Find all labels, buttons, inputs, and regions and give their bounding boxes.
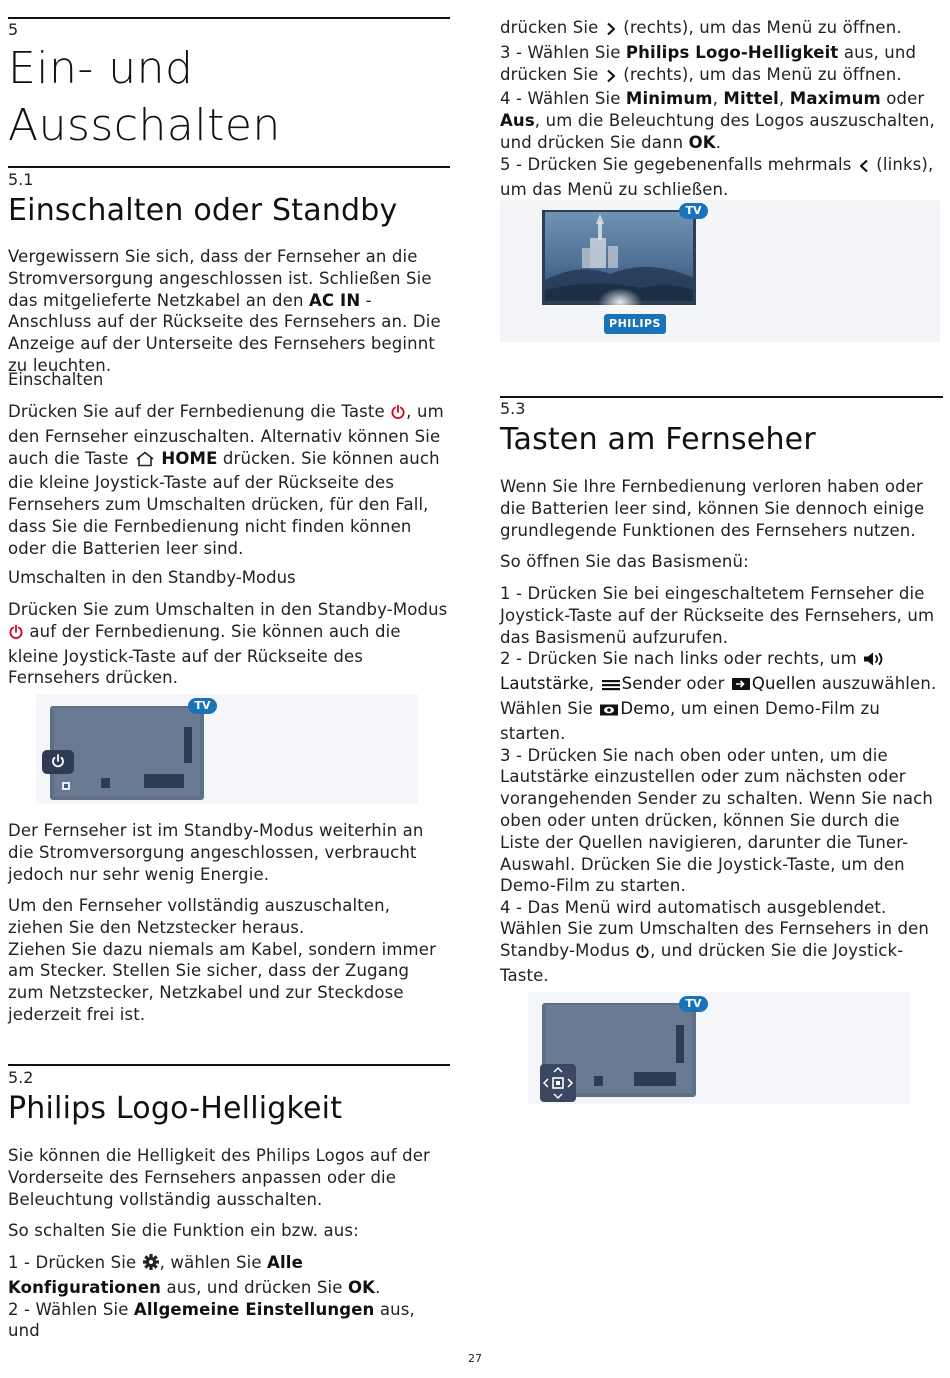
buttons-step2-a: 2 - Drücken Sie nach links oder rechts, um [500,649,863,669]
maximum-label: Maximum [789,89,881,109]
sender-label: Sender [621,674,682,694]
buttons-step2-d: auszuwählen. Wählen Sie [500,674,937,718]
section-rule-5-1 [8,166,450,168]
step4-separator: , [712,89,724,109]
demo-label: Demo [620,698,670,718]
buttons-intro-paragraph: Wenn Sie Ihre Fernbedienung verloren haben oder die Batterien leer sind, können Sie dennoch einige grundlegende Funktionen des Fernsehers nutzen. [500,477,925,540]
buttons-step4: 4 - Das Menü wird automatisch ausgeblendet. [500,898,887,918]
step5-text-b: (links), um das Menü zu schließen. [500,154,934,199]
buttons-standby-paragraph [500,918,943,986]
logo-steps-continued [500,17,943,200]
unplug-paragraph [8,895,450,1026]
chevron-left-icon [857,157,871,179]
sources-icon [730,676,752,698]
standby-paragraph [8,599,450,689]
section-number-5-2: 5.2 [8,1068,34,1087]
logo-howto-paragraph: So schalten Sie die Funktion ein bzw. aus: [8,1221,359,1240]
tv-philips-logo-illustration [500,200,940,342]
einschalten-text-2: , um den Fernseher einzuschalten. Alternativ können Sie auch die Taste [8,402,444,468]
section-title-5-2: Philips Logo-Helligkeit [8,1091,343,1126]
quellen-label: Quellen [751,674,817,694]
step4-separator: , [779,89,790,109]
section-rule-5-2 [8,1064,450,1066]
allgemeine-einstellungen-label: Allgemeine Einstellungen [133,1299,375,1319]
step4-text-c: . [715,132,722,152]
buttons-step2-e: , um einen Demo-Film zu starten. [500,698,880,743]
buttons-step2-c: oder [681,674,730,694]
cont-text-b: (rechts), um das Menü zu öffnen. [617,18,902,37]
cont-text-a: drücken Sie [500,18,604,37]
einschalten-text-1: Drücken Sie auf der Fernbedienung die Taste [8,402,391,421]
ac-in-label: AC IN [308,290,361,310]
philips-logo-helligkeit-label: Philips Logo-Helligkeit [625,42,839,62]
channel-list-icon [600,676,622,698]
step1-text-b: , wählen Sie [159,1253,268,1272]
alle-konfigurationen-label: Alle Konfigurationen [8,1253,303,1297]
tv-badge: TV [188,698,217,714]
section-number-5-3: 5.3 [500,399,526,418]
step2-text-a: 2 - Wählen Sie [8,1299,134,1319]
step4-text-a: 4 - Wählen Sie [500,89,626,109]
mittel-label: Mittel [723,89,779,109]
standby-heading: Umschalten in den Standby-Modus [8,568,296,587]
intro-paragraph [8,246,450,377]
tv-back-standby-illustration [8,694,418,804]
step3-text-c: (rechts), um das Menü zu öffnen. [617,64,902,84]
step4-text-b: , um die Beleuchtung des Logos auszuschalten, und drücken Sie dann [500,111,935,152]
step3-text-a: 3 - Wählen Sie [500,42,626,62]
page-number: 27 [468,1352,482,1365]
ok-label: OK [347,1277,376,1297]
philips-logo: PHILIPS [604,314,666,334]
section-number-5-1: 5.1 [8,170,34,189]
section-rule-5-3 [500,396,943,398]
logo-steps [8,1252,450,1342]
chevron-right-icon [604,20,618,42]
minimum-label: Minimum [625,89,713,109]
tv-badge: TV [679,996,708,1012]
buttons-howto-paragraph: So öffnen Sie das Basismenü: [500,552,749,571]
buttons-standby-text-b: , und drücken Sie die Joystick-Taste. [500,940,904,985]
buttons-steps [500,583,943,919]
aus-label: Aus [500,111,535,131]
section-title-5-1: Einschalten oder Standby [8,193,398,228]
intro-text-1: Vergewissern Sie sich, dass der Fernseher an die Stromversorgung angeschlossen ist. Schließen Sie das mitgelieferte Netzkabel an den [8,247,432,310]
gear-icon [142,1253,160,1277]
tv-badge: TV [679,203,708,219]
power-icon [635,943,650,965]
chapter-number: 5 [8,20,19,39]
home-icon [134,451,156,473]
buttons-step2-b: , [588,674,600,694]
step2-text-b: aus, und [8,1299,415,1341]
step1-text-d: . [375,1277,381,1297]
step5-text-a: 5 - Drücken Sie gegebenenfalls mehrmals [500,154,857,174]
buttons-standby-text-a: Wählen Sie zum Umschalten des Fernsehers in den Standby-Modus [500,919,930,960]
lautstaerke-label: Lautstärke [500,674,589,694]
section-title-5-3: Tasten am Fernseher [500,422,816,457]
buttons-step3: 3 - Drücken Sie nach oben oder unten, um die Lautstärke einzustellen oder zum nächsten oder vorangehenden Sender zu schalten. Wenn Sie nach oben oder unten drücken, können Sie durch die Liste der Quellen navigieren, darunter die Tuner-Auswahl. Drücken Sie die Joystick-Taste, um den Demo-Film zu starten. [500,745,933,896]
demo-icon [598,701,620,723]
volume-icon [862,651,888,673]
step3-text-b: aus, und drücken Sie [500,42,917,84]
standby-text-1: Drücken Sie zum Umschalten in den Standby-Modus [8,600,448,619]
chapter-rule [8,17,450,19]
tv-back-joystick-illustration [500,992,910,1104]
home-label: HOME [161,448,218,468]
chapter-title-line1: Ein- und [8,43,194,94]
einschalten-heading: Einschalten [8,370,104,389]
logo-intro-paragraph: Sie können die Helligkeit des Philips Logos auf der Vorderseite des Fernsehers anpassen oder die Beleuchtung vollständig ausschalten. [8,1146,430,1209]
power-icon [8,624,24,646]
einschalten-paragraph [8,401,450,560]
chevron-right-icon [604,67,618,89]
step1-text-c: aus, und drücken Sie [161,1277,348,1297]
unplug-text-1: Um den Fernseher vollständig auszuschalten, ziehen Sie den Netzstecker heraus. [8,896,391,937]
ok-label: OK [688,132,716,152]
einschalten-text-3: drücken. Sie können auch die kleine Joystick-Taste auf der Rückseite des Fernsehers zum Umschalten drücken, für den Fall, dass Sie die Fernbedienung nicht finden können oder die Batterien leer sind. [8,448,440,558]
chapter-title-line2: Ausschalten [8,100,281,151]
buttons-step1: 1 - Drücken Sie bei eingeschaltetem Fernseher die Joystick-Taste auf der Rückseite des Fernsehers, um das Basismenü aufzurufen. [500,584,935,647]
standby-energy-paragraph: Der Fernseher ist im Standby-Modus weiterhin an die Stromversorgung angeschlossen, verbraucht jedoch nur sehr wenig Energie. [8,821,424,884]
step4-oder: oder [880,89,925,109]
power-icon [390,404,406,426]
intro-text-2: -Anschluss auf der Rückseite des Fernsehers an. Die Anzeige auf der Unterseite des Fernsehers beginnt zu leuchten. [8,290,441,375]
standby-text-2: auf der Fernbedienung. Sie können auch die kleine Joystick-Taste auf der Rückseite des Fernsehers drücken. [8,621,401,688]
step1-text-a: 1 - Drücken Sie [8,1253,142,1272]
unplug-text-2: Ziehen Sie dazu niemals am Kabel, sondern immer am Stecker. Stellen Sie sicher, dass der Zugang zum Netzstecker, Netzkabel und zur Steckdose jederzeit frei ist. [8,939,437,1024]
